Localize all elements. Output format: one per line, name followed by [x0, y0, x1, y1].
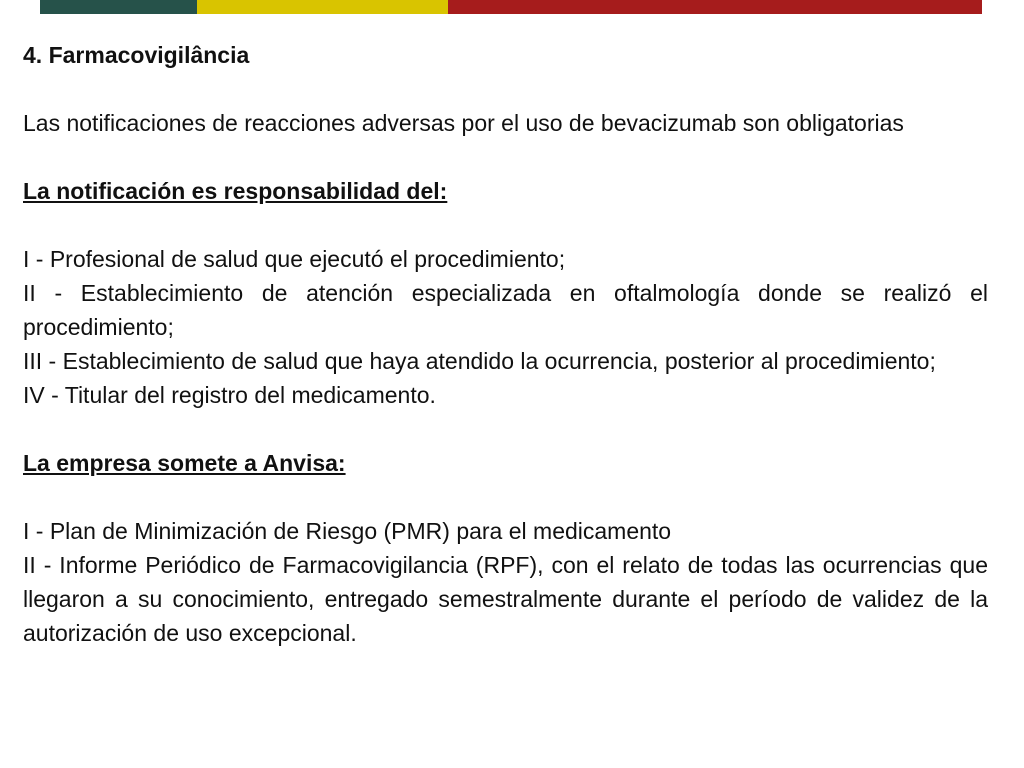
section1-heading: La notificación es responsabilidad del: [23, 178, 448, 204]
spacer [23, 208, 988, 242]
slide-content [23, 38, 988, 650]
intro-paragraph: Las notificaciones de reacciones adversas por el uso de bevacizumab son obligatorias [23, 110, 904, 136]
section2-item-2: II - Informe Periódico de Farmacovigilancia (RPF), con el relato de todas las ocurrencias que llegaron a su conocimiento, entregado semestralmente durante el período de validez de la autorización de uso excepcional. [23, 552, 988, 646]
spacer [23, 412, 988, 446]
top-bar-red-segment [448, 0, 982, 14]
section1-item-3: III - Establecimiento de salud que haya atendido la ocurrencia, posterior al procedimiento; [23, 348, 936, 374]
section1-item-1: I - Profesional de salud que ejecutó el procedimiento; [23, 246, 566, 272]
section2-item-1: I - Plan de Minimización de Riesgo (PMR) para el medicamento [23, 518, 672, 544]
spacer [23, 480, 988, 514]
slide-title: 4. Farmacovigilância [23, 42, 250, 68]
section1-item-2: II - Establecimiento de atención especializada en oftalmología donde se realizó el procedimiento; [23, 280, 988, 340]
section1-item-4: IV - Titular del registro del medicamento. [23, 382, 436, 408]
spacer [23, 140, 988, 174]
top-bar-teal-segment [40, 0, 197, 14]
section2-heading: La empresa somete a Anvisa: [23, 450, 346, 476]
top-bar-yellow-segment [197, 0, 448, 14]
spacer [23, 72, 988, 106]
top-color-bar [40, 0, 982, 14]
